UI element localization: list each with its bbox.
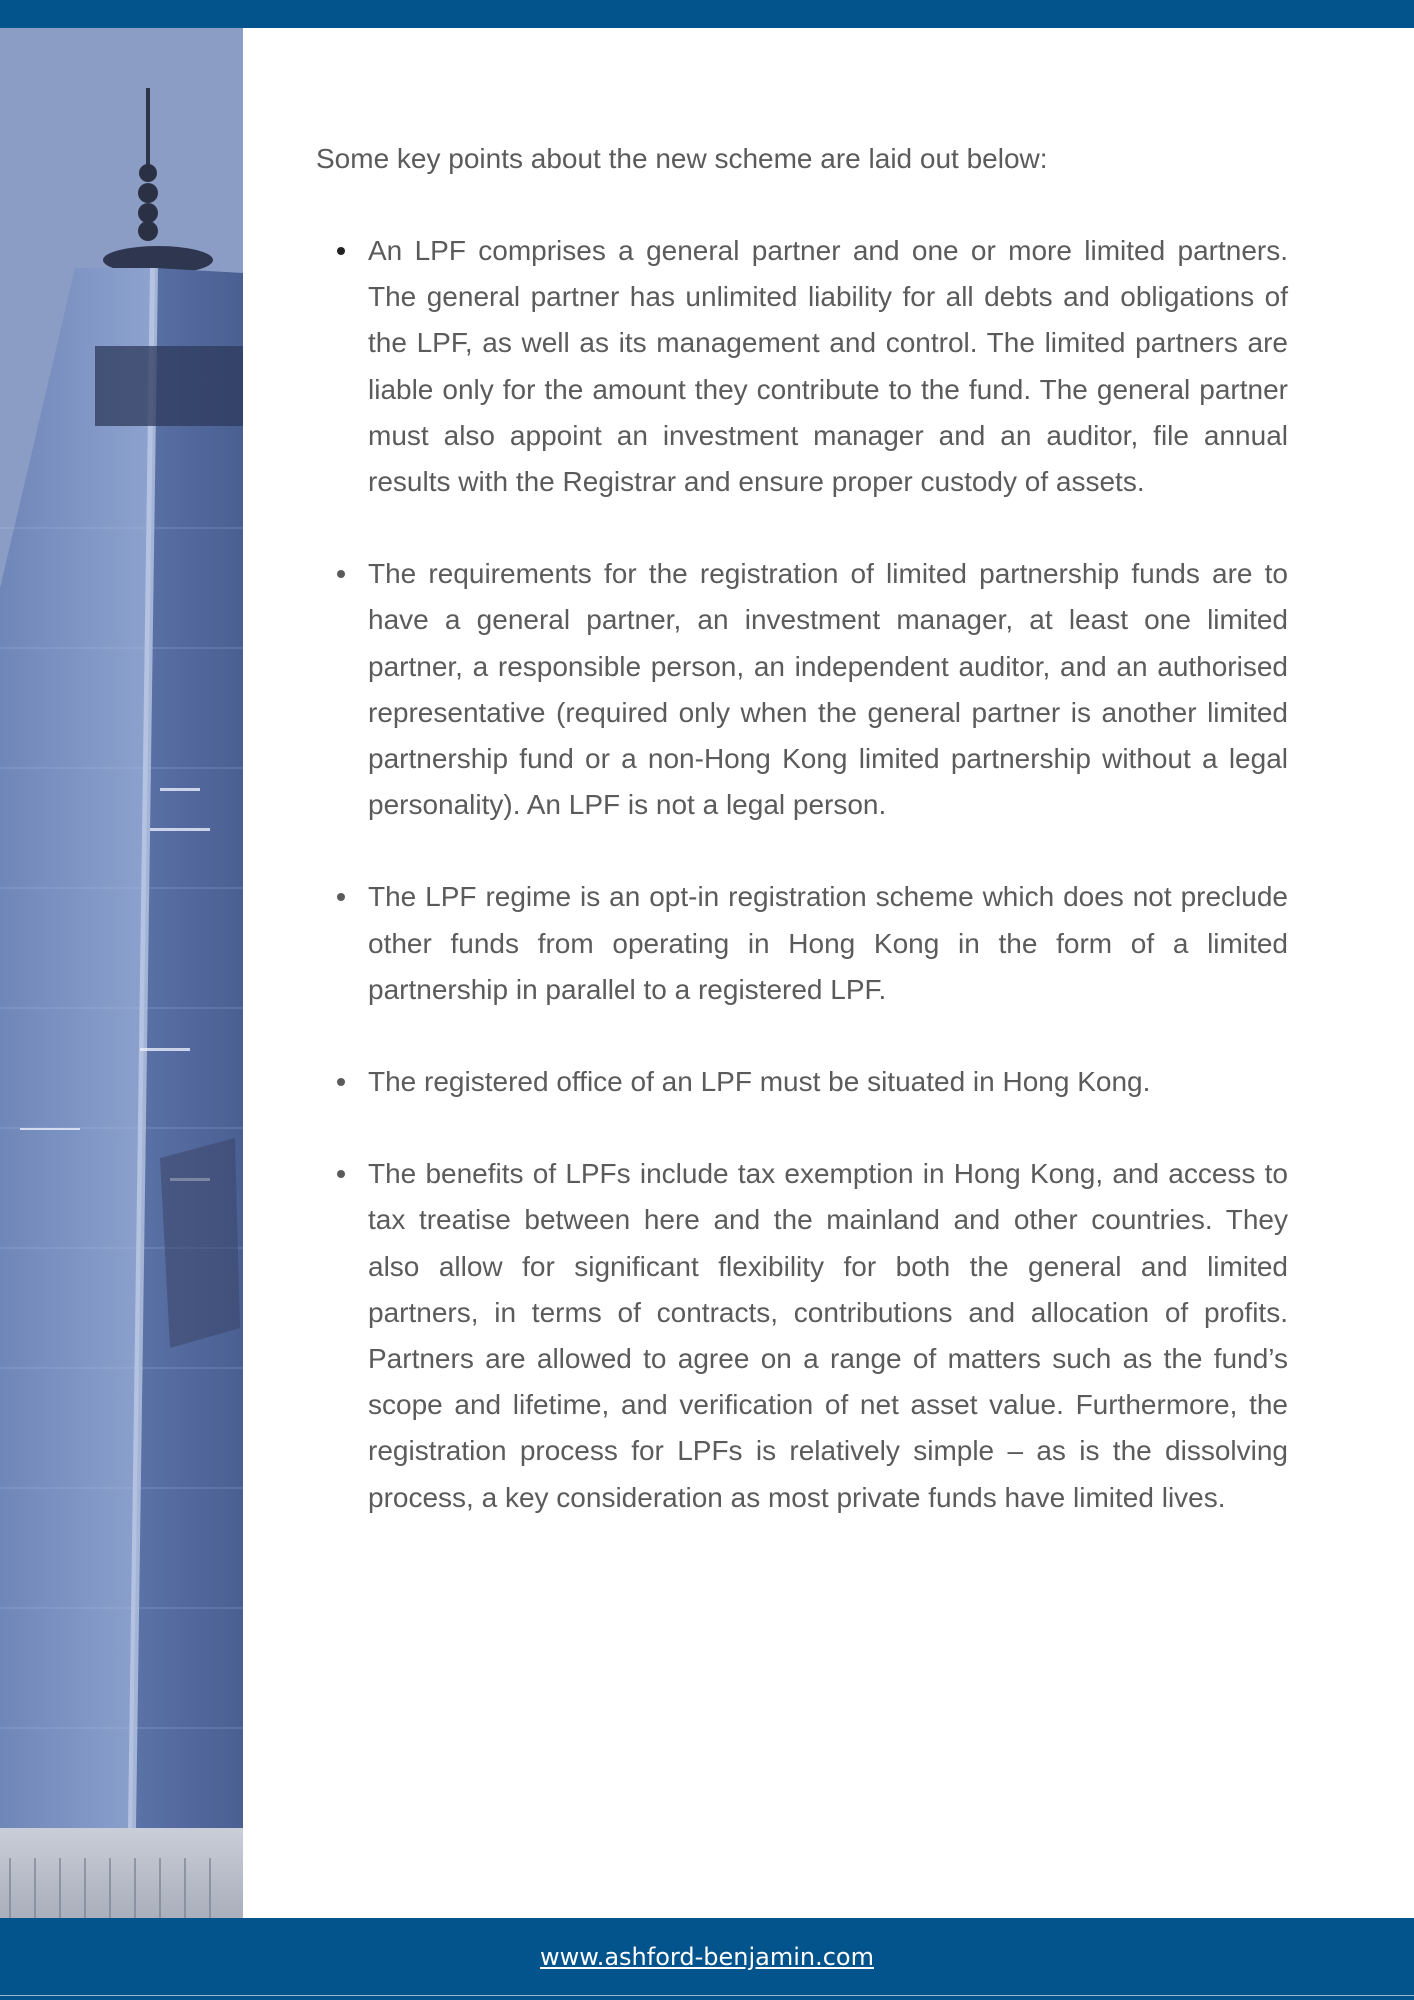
footer-bar — [0, 1918, 1414, 2000]
list-item-text: The requirements for the registration of limited partnership funds are to have a general partner, an investment manager, at least one limited partner, a responsible person, an independent auditor, and an authorised representative (required only when the general partner is another limited partnership fund or a non-Hong Kong limited partnership without a legal personality). An LPF is not a legal person. — [368, 558, 1288, 821]
bullet-icon — [337, 570, 345, 578]
list-item-text: The registered office of an LPF must be situated in Hong Kong. — [368, 1066, 1151, 1098]
bullet-icon — [337, 247, 345, 255]
bullet-icon — [337, 1170, 345, 1178]
skyscraper-photo — [0, 28, 243, 1918]
list-item — [316, 551, 1288, 828]
key-points-list — [316, 228, 1288, 1521]
list-item-text: An LPF comprises a general partner and one or more limited partners. The general partner has unlimited liability for all debts and obligations of the LPF, as well as its management and control. The limited partners are liable only for the amount they contribute to the fund. The general partner must also appoint an investment manager and an auditor, file annual results with the Registrar and ensure proper custody of assets. — [368, 235, 1288, 498]
list-item-text: The benefits of LPFs include tax exemption in Hong Kong, and access to tax treatise between here and the mainland and other countries. They also allow for significant flexibility for both the general and limited partners, in terms of contracts, contributions and allocation of profits. Partners are allowed to agree on a range of matters such as the fund’s scope and lifetime, and verification of net asset value. Furthermore, the registration process for LPFs is relatively simple – as is the dissolving process, a key consideration as most private funds have limited lives. — [368, 1158, 1288, 1513]
top-banner — [0, 0, 1414, 28]
document-body — [316, 136, 1288, 1567]
list-item — [316, 1059, 1288, 1105]
list-item — [316, 228, 1288, 505]
list-item-text: The LPF regime is an opt-in registration scheme which does not preclude other funds from operating in Hong Kong in the form of a limited partnership in parallel to a registered LPF. — [368, 881, 1288, 1005]
list-item — [316, 1151, 1288, 1521]
website-link[interactable]: www.ashford-benjamin.com — [540, 1943, 874, 1971]
bullet-icon — [337, 1078, 345, 1086]
intro-paragraph: Some key points about the new scheme are laid out below: — [316, 143, 1048, 174]
list-item — [316, 874, 1288, 1013]
footer-divider — [0, 1995, 1414, 1996]
bullet-icon — [337, 893, 345, 901]
